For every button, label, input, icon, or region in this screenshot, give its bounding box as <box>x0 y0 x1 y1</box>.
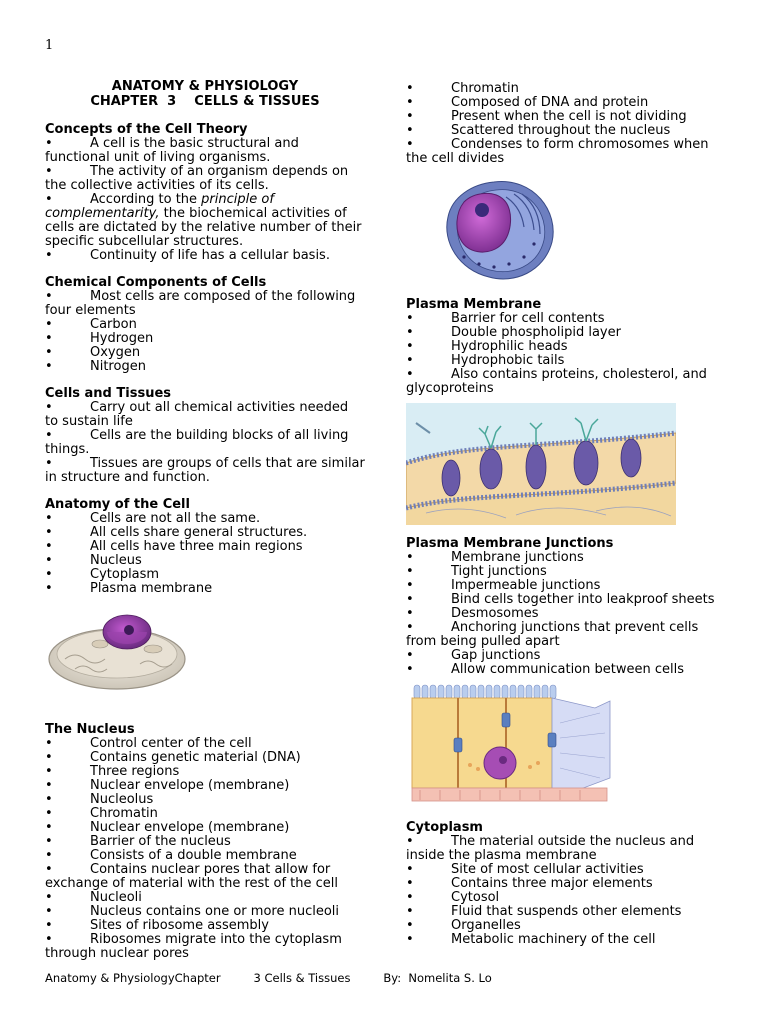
bullet-icon: • <box>406 339 414 354</box>
document-title <box>45 80 365 109</box>
bullet-icon: • <box>406 353 414 368</box>
heading-cell-theory: Concepts of the Cell Theory <box>45 122 248 137</box>
list-item: • Ribosomes migrate into the cytoplasm through nuclear pores <box>45 932 342 961</box>
list-item: • Cells are not all the same. <box>45 511 261 526</box>
bullet-icon: • <box>45 862 53 877</box>
list-item: • Oxygen <box>45 345 141 360</box>
list-item: • Present when the cell is not dividing <box>406 109 687 124</box>
bullet-icon: • <box>45 289 53 304</box>
heading-cytoplasm: Cytoplasm <box>406 820 483 835</box>
list-item: • Desmosomes <box>406 606 539 621</box>
bullet-icon: • <box>45 890 53 905</box>
bullet-icon: • <box>45 834 53 849</box>
list-item: • Membrane junctions <box>406 550 584 565</box>
bullet-icon: • <box>45 192 53 207</box>
bullet-icon: • <box>45 581 53 596</box>
list-membrane-junctions <box>406 551 726 677</box>
list-item: • Nucleus contains one or more nucleoli <box>45 904 339 919</box>
bullet-icon: • <box>406 918 414 933</box>
list-chromatin <box>406 82 726 166</box>
bullet-icon: • <box>406 834 414 849</box>
list-item: • Anchoring junctions that prevent cells from being pulled apart <box>406 620 699 649</box>
bullet-icon: • <box>45 553 53 568</box>
bullet-icon: • <box>406 890 414 905</box>
bullet-icon: • <box>45 539 53 554</box>
list-item: • Hydrogen <box>45 331 154 346</box>
bullet-icon: • <box>45 736 53 751</box>
list-item: • Impermeable junctions <box>406 578 601 593</box>
list-chemical-components <box>45 290 365 374</box>
list-item: • Nucleoli <box>45 890 142 905</box>
bullet-icon: • <box>45 345 53 360</box>
list-item: • Hydrophilic heads <box>406 339 568 354</box>
bullet-icon: • <box>45 820 53 835</box>
list-item: • Barrier of the nucleus <box>45 834 231 849</box>
heading-membrane-junctions: Plasma Membrane Junctions <box>406 536 614 551</box>
bullet-icon: • <box>406 123 414 138</box>
list-cell-theory <box>45 137 365 263</box>
list-item: • Scattered throughout the nucleus <box>406 123 671 138</box>
heading-plasma-membrane: Plasma Membrane <box>406 297 542 312</box>
bullet-icon: • <box>45 806 53 821</box>
list-item: • Tissues are groups of cells that are similar in structure and function. <box>45 456 365 485</box>
list-item: • Allow communication between cells <box>406 662 684 677</box>
list-item: • Nucleolus <box>45 792 154 807</box>
bullet-icon: • <box>45 848 53 863</box>
list-item: • The activity of an organism depends on the collective activities of its cells. <box>45 164 349 193</box>
bullet-icon: • <box>406 578 414 593</box>
list-item: • Nucleus <box>45 553 142 568</box>
list-item: • Organelles <box>406 918 521 933</box>
bullet-icon: • <box>406 904 414 919</box>
bullet-icon: • <box>406 367 414 382</box>
list-item: • According to the principle of complementarity, the biochemical activities of cells are dictated by the relative number of their specific subcellular structures. <box>45 192 366 249</box>
list-item: • Hydrophobic tails <box>406 353 565 368</box>
list-item: • Carbon <box>45 317 137 332</box>
bullet-icon: • <box>406 109 414 124</box>
list-item: • Plasma membrane <box>45 581 213 596</box>
bullet-icon: • <box>45 248 53 263</box>
list-item: • Consists of a double membrane <box>45 848 297 863</box>
list-item: • Gap junctions <box>406 648 541 663</box>
bullet-icon: • <box>406 311 414 326</box>
bullet-icon: • <box>45 904 53 919</box>
bullet-icon: • <box>406 550 414 565</box>
heading-cells-and-tissues: Cells and Tissues <box>45 386 172 401</box>
bullet-icon: • <box>45 456 53 471</box>
bullet-icon: • <box>406 325 414 340</box>
page-number: 1 <box>45 38 54 53</box>
list-item: • Fluid that suspends other elements <box>406 904 682 919</box>
list-item: • Sites of ribosome assembly <box>45 918 269 933</box>
bullet-icon: • <box>45 511 53 526</box>
list-plasma-membrane <box>406 312 726 396</box>
right-column <box>406 80 726 947</box>
list-item: • Three regions <box>45 764 180 779</box>
list-item: • Contains nuclear pores that allow for exchange of material with the rest of the cell <box>45 862 339 891</box>
list-item: • Nitrogen <box>45 359 146 374</box>
list-item: • Double phospholipid layer <box>406 325 621 340</box>
left-column <box>45 80 365 961</box>
bullet-icon: • <box>406 81 414 96</box>
bullet-icon: • <box>406 137 414 152</box>
bullet-icon: • <box>45 164 53 179</box>
list-item: • Condenses to form chromosomes when the cell divides <box>406 137 709 166</box>
list-item: • All cells share general structures. <box>45 525 308 540</box>
bullet-icon: • <box>45 567 53 582</box>
nucleus-illustration <box>434 172 564 287</box>
list-item: • Also contains proteins, cholesterol, and glycoproteins <box>406 367 707 396</box>
list-item: • Metabolic machinery of the cell <box>406 932 656 947</box>
bullet-icon: • <box>45 778 53 793</box>
list-nucleus <box>45 737 365 961</box>
bullet-icon: • <box>406 592 414 607</box>
bullet-icon: • <box>45 792 53 807</box>
plasma-membrane-illustration <box>406 403 676 525</box>
bullet-icon: • <box>45 359 53 374</box>
list-item: • Continuity of life has a cellular basis. <box>45 248 330 263</box>
bullet-icon: • <box>45 400 53 415</box>
heading-anatomy-of-cell: Anatomy of the Cell <box>45 497 190 512</box>
bullet-icon: • <box>45 331 53 346</box>
bullet-icon: • <box>45 525 53 540</box>
list-item: • Barrier for cell contents <box>406 311 605 326</box>
list-item: • Cells are the building blocks of all living things. <box>45 428 349 457</box>
cell-junctions-illustration <box>410 683 615 803</box>
title-line-1: ANATOMY & PHYSIOLOGY <box>111 79 299 94</box>
list-item: • Tight junctions <box>406 564 547 579</box>
bullet-icon: • <box>45 750 53 765</box>
bullet-icon: • <box>406 606 414 621</box>
bullet-icon: • <box>406 648 414 663</box>
bullet-icon: • <box>45 764 53 779</box>
bullet-icon: • <box>406 932 414 947</box>
page-footer: Anatomy & PhysiologyChapter 3 Cells & Tissues By: Nomelita S. Lo <box>45 971 492 985</box>
list-item: • Chromatin <box>45 806 158 821</box>
bullet-icon: • <box>45 932 53 947</box>
list-item: • Control center of the cell <box>45 736 252 751</box>
list-item: • Composed of DNA and protein <box>406 95 649 110</box>
bullet-icon: • <box>406 620 414 635</box>
list-item: • Chromatin <box>406 81 519 96</box>
list-item: • Cytosol <box>406 890 500 905</box>
title-line-2: CHAPTER 3 CELLS & TISSUES <box>90 93 320 109</box>
list-item: • The material outside the nucleus and inside the plasma membrane <box>406 834 695 863</box>
bullet-icon: • <box>406 876 414 891</box>
list-item: • Site of most cellular activities <box>406 862 644 877</box>
italic-term: principle of complementarity, <box>45 192 274 221</box>
bullet-icon: • <box>45 918 53 933</box>
list-cells-and-tissues <box>45 401 365 485</box>
bullet-icon: • <box>406 862 414 877</box>
bullet-icon: • <box>45 428 53 443</box>
list-item: • Contains genetic material (DNA) <box>45 750 301 765</box>
bullet-icon: • <box>45 317 53 332</box>
list-item: • Most cells are composed of the following four elements <box>45 289 356 318</box>
list-item: • Contains three major elements <box>406 876 653 891</box>
list-item: • All cells have three main regions <box>45 539 303 554</box>
bullet-icon: • <box>406 662 414 677</box>
bullet-icon: • <box>406 95 414 110</box>
list-item: • Cytoplasm <box>45 567 160 582</box>
list-item: • A cell is the basic structural and functional unit of living organisms. <box>45 136 299 165</box>
cell-illustration <box>45 604 195 704</box>
list-item: • Bind cells together into leakproof sheets <box>406 592 715 607</box>
list-item: • Nuclear envelope (membrane) <box>45 778 290 793</box>
list-item: • Carry out all chemical activities needed to sustain life <box>45 400 349 429</box>
heading-chemical-components: Chemical Components of Cells <box>45 275 267 290</box>
bullet-icon: • <box>45 136 53 151</box>
bullet-icon: • <box>406 564 414 579</box>
list-anatomy-of-cell <box>45 512 365 596</box>
heading-nucleus: The Nucleus <box>45 722 135 737</box>
list-item: • Nuclear envelope (membrane) <box>45 820 290 835</box>
list-cytoplasm <box>406 835 726 947</box>
